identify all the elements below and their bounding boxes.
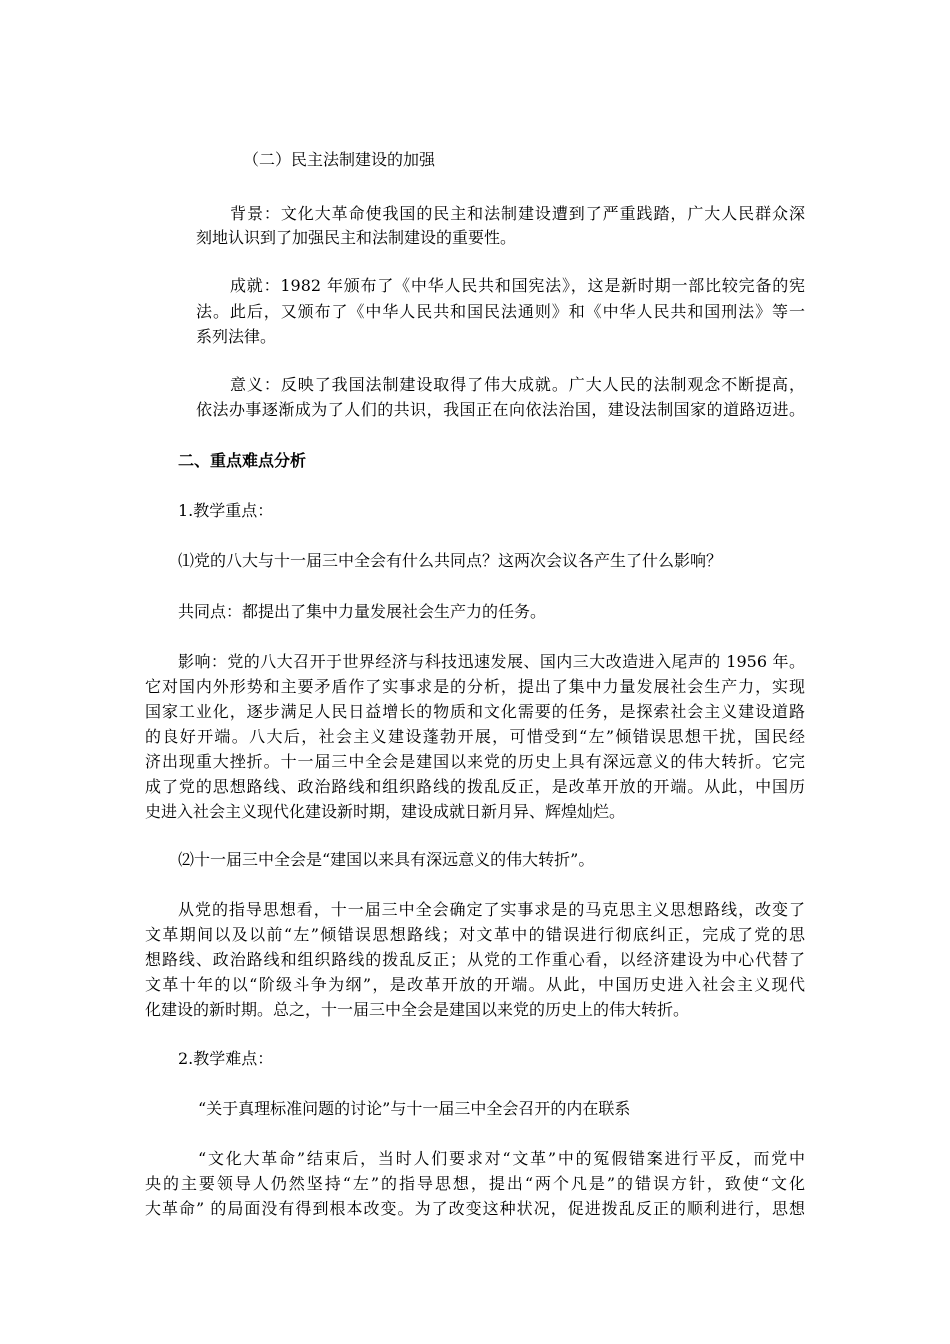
influence-line-3: 国家工业化，逐步满足人民日益增长的物质和文化需要的任务，是探索社会主义建设道路 (145, 702, 805, 721)
focus-title: 1.教学重点： (178, 501, 274, 520)
achievement-line-3: 系列法律。 (196, 327, 277, 346)
q2-body-line-5: 化建设的新时期。总之，十一届三中全会是建国以来党的历史上的伟大转折。 (145, 1000, 690, 1019)
question-1: ⑴党的八大与十一届三中全会有什么共同点？这两次会议各产生了什么影响？ (178, 551, 723, 570)
difficulty-body-line-2: 央的主要领导人仍然坚持“左”的指导思想，提出“两个凡是”的错误方针，致使“文化 (145, 1174, 805, 1193)
difficulty-body-line-3: 大革命” 的局面没有得到根本改变。为了改变这种状况，促进拨乱反正的顺利进行，思想 (145, 1199, 805, 1218)
difficulty-body-line-1: “文化大革命”结束后，当时人们要求对“文革”中的冤假错案进行平反，而党中 (198, 1149, 805, 1168)
significance-line-2: 依法办事逐渐成为了人们的共识，我国正在向依法治国，建设法制国家的道路迈进。 (196, 400, 805, 419)
influence-line-1: 影响：党的八大召开于世界经济与科技迅速发展、国内三大改造进入尾声的 1956 年。 (178, 652, 805, 671)
difficulty-subtitle: “关于真理标准问题的讨论”与十一届三中全会召开的内在联系 (198, 1099, 631, 1118)
difficulty-title: 2.教学难点： (178, 1049, 274, 1068)
significance-line-1: 意义：反映了我国法制建设取得了伟大成就。广大人民的法制观念不断提高， (230, 375, 805, 394)
influence-line-5: 济出现重大挫折。十一届三中全会是建国以来党的历史上具有深远意义的伟大转折。它完 (145, 752, 805, 771)
influence-line-7: 史进入社会主义现代化建设新时期，建设成就日新月异、辉煌灿烂。 (145, 802, 626, 821)
question-2: ⑵十一届三中全会是“建国以来具有深远意义的伟大转折”。 (178, 850, 595, 869)
background-line-2: 刻地认识到了加强民主和法制建设的重要性。 (196, 228, 517, 247)
common-point: 共同点：都提出了集中力量发展社会生产力的任务。 (178, 602, 547, 621)
subsection-heading: （二）民主法制建设的加强 (243, 150, 436, 169)
section-heading: 二、重点难点分析 (178, 451, 307, 470)
influence-line-6: 成了党的思想路线、政治路线和组织路线的拨乱反正，是改革开放的开端。从此，中国历 (145, 777, 805, 796)
q2-body-line-2: 文革期间以及以前“左”倾错误思想路线；对文革中的错误进行彻底纠正，完成了党的思 (145, 925, 805, 944)
q2-body-line-3: 想路线、政治路线和组织路线的拨乱反正；从党的工作重心看，以经济建设为中心代替了 (145, 950, 805, 969)
influence-line-4: 的良好开端。八大后，社会主义建设蓬勃开展，可惜受到“左”倾错误思想干扰，国民经 (145, 727, 805, 746)
influence-line-2: 它对国内外形势和主要矛盾作了实事求是的分析，提出了集中力量发展社会生产力，实现 (145, 677, 805, 696)
achievement-line-1: 成就：1982 年颁布了《中华人民共和国宪法》，这是新时期一部比较完备的宪 (230, 276, 805, 295)
q2-body-line-1: 从党的指导思想看，十一届三中全会确定了实事求是的马克思主义思想路线，改变了 (178, 900, 805, 919)
achievement-line-2: 法。此后，又颁布了《中华人民共和国民法通则》和《中华人民共和国刑法》等一 (196, 302, 805, 321)
background-line-1: 背景：文化大革命使我国的民主和法制建设遭到了严重践踏，广大人民群众深 (230, 204, 805, 223)
q2-body-line-4: 文革十年的以“阶级斗争为纲”，是改革开放的开端。从此，中国历史进入社会主义现代 (145, 975, 805, 994)
